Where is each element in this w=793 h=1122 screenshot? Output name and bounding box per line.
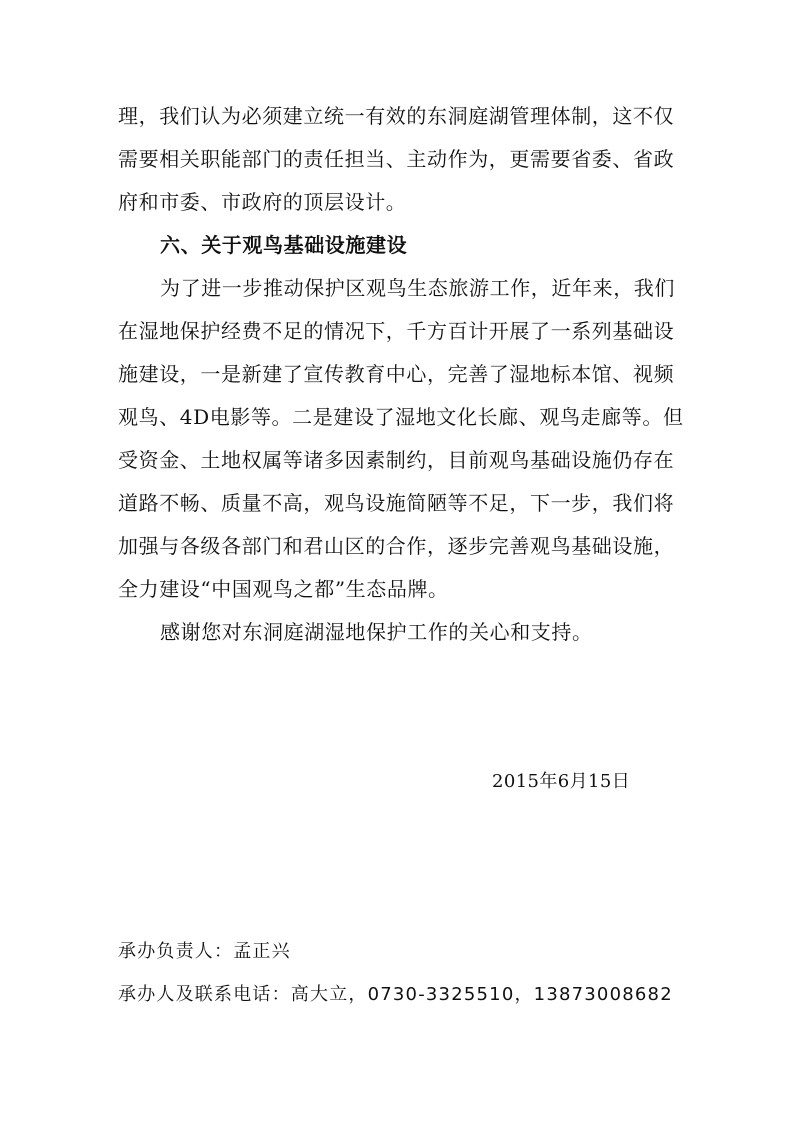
body-line-12: 全力建设“中国观鸟之都”生态品牌。	[118, 577, 449, 601]
document-date: 2015年6月15日	[492, 771, 631, 792]
body-line-2: 需要相关职能部门的责任担当、主动作为，更需要省委、省政	[118, 147, 675, 171]
section-heading: 六、关于观鸟基础设施建设	[160, 233, 408, 257]
responsible-person: 承办负责人：孟正兴	[118, 941, 291, 962]
handler-contact: 承办人及联系电话：高大立，0730-3325510，13873008682	[118, 984, 673, 1005]
body-line-5: 为了进一步推动保护区观鸟生态旅游工作，近年来，我们	[160, 276, 675, 300]
closing-line: 感谢您对东洞庭湖湿地保护工作的关心和支持。	[160, 620, 593, 644]
body-line-9: 受资金、土地权属等诸多因素制约，目前观鸟基础设施仍存在	[118, 448, 675, 472]
body-line-10: 道路不畅、质量不高，观鸟设施简陋等不足，下一步，我们将	[118, 491, 675, 515]
body-line-3: 府和市委、市政府的顶层设计。	[118, 190, 407, 214]
body-line-7: 施建设，一是新建了宣传教育中心，完善了湿地标本馆、视频	[118, 362, 675, 386]
body-line-1: 理，我们认为必须建立统一有效的东洞庭湖管理体制，这不仅	[118, 104, 675, 128]
body-line-8: 观鸟、4D电影等。二是建设了湿地文化长廊、观鸟走廊等。但	[118, 405, 684, 429]
body-line-11: 加强与各级各部门和君山区的合作，逐步完善观鸟基础设施，	[118, 534, 675, 558]
body-line-6: 在湿地保护经费不足的情况下，千方百计开展了一系列基础设	[118, 319, 675, 343]
